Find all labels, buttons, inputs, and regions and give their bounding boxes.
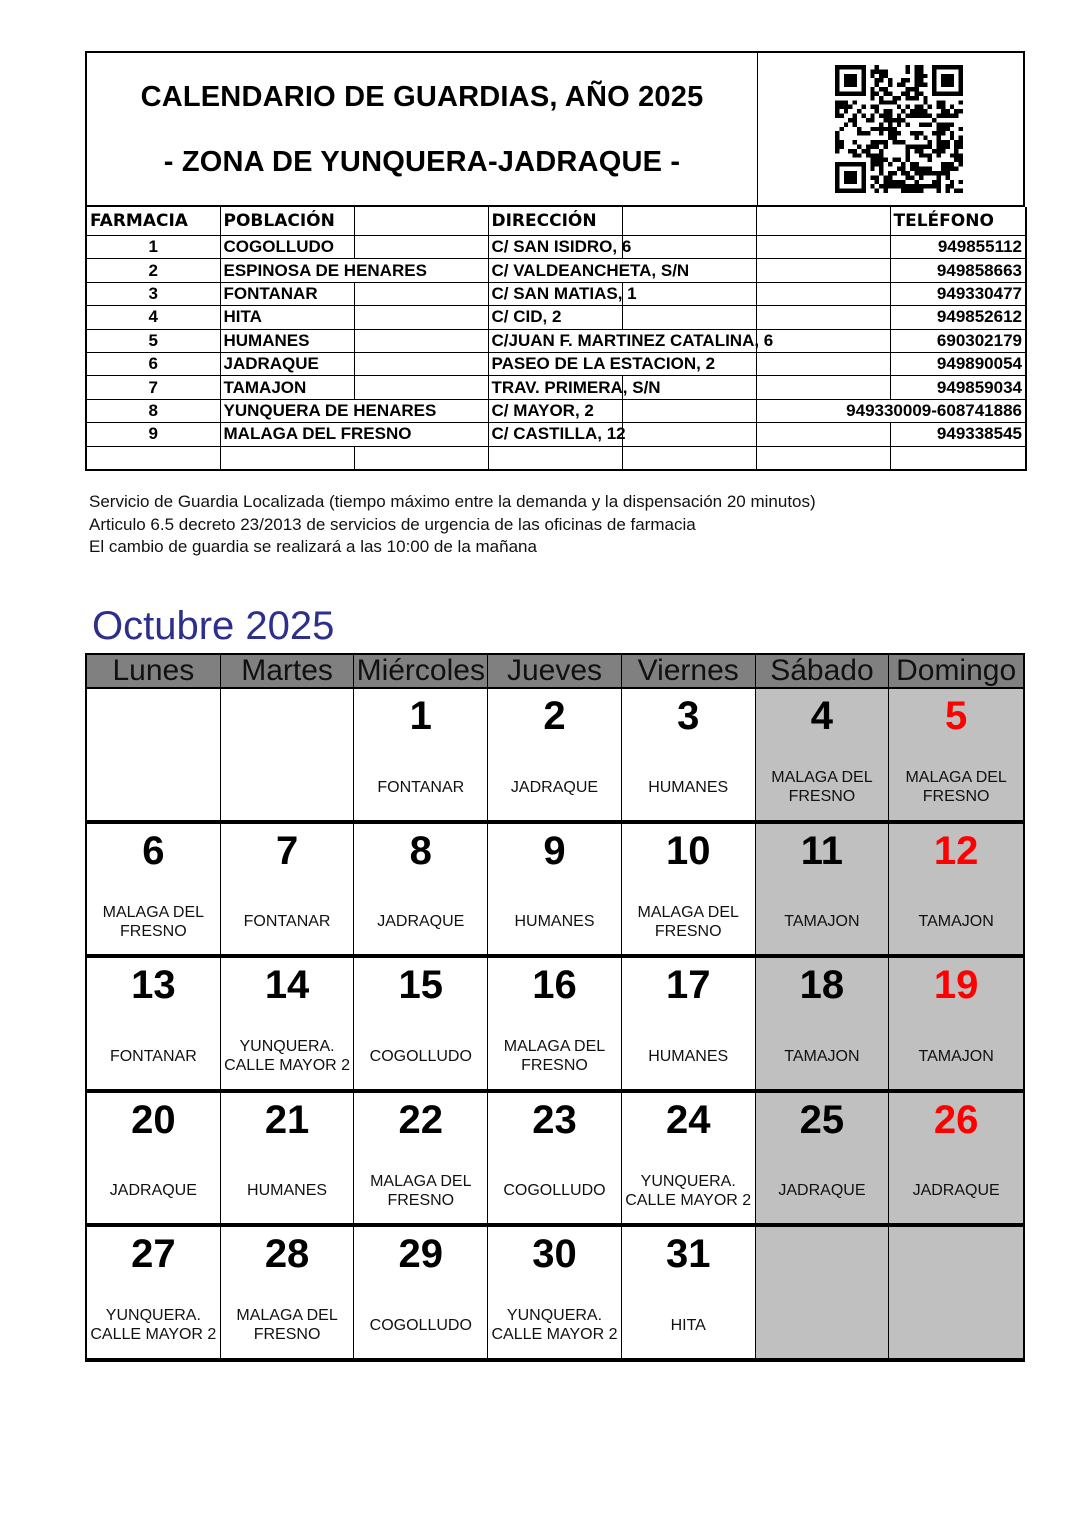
pharmacy-phone: 949855112 bbox=[890, 236, 1026, 259]
day-number: 10 bbox=[665, 828, 711, 873]
pharmacy-address: C/ SAN ISIDRO, 6 bbox=[488, 236, 622, 259]
day-number: 14 bbox=[264, 963, 310, 1008]
weekday-label: Sábado bbox=[756, 655, 890, 687]
day-number: 16 bbox=[532, 963, 577, 1008]
pharmacy-number: 6 bbox=[86, 352, 220, 375]
on-duty-pharmacy: FONTANAR bbox=[109, 1047, 197, 1065]
note-line: Servicio de Guardia Localizada (tiempo máximo entre la demanda y la dispensación 20 minutos) bbox=[89, 492, 816, 511]
calendar-day-cell bbox=[756, 1093, 890, 1228]
note-line: El cambio de guardia se realizará a las 10:00 de la mañana bbox=[89, 537, 537, 556]
calendar-day-cell bbox=[354, 824, 488, 959]
col-header-farmacia: FARMACIA bbox=[86, 207, 220, 236]
day-number: 13 bbox=[131, 963, 176, 1008]
day-number: 9 bbox=[543, 828, 566, 873]
weekday-label: Miércoles bbox=[354, 655, 488, 687]
on-duty-pharmacy: HUMANES bbox=[247, 1182, 328, 1200]
calendar-day-cell bbox=[756, 958, 890, 1093]
pharmacy-town: HUMANES bbox=[220, 329, 354, 352]
weekday-label: Viernes bbox=[622, 655, 756, 687]
day-number: 26 bbox=[933, 1097, 979, 1142]
pharmacy-row bbox=[86, 259, 1026, 282]
on-duty-pharmacy: TAMAJON bbox=[918, 913, 994, 931]
calendar bbox=[85, 653, 1025, 1362]
on-duty-pharmacy: MALAGA DEL FRESNO bbox=[236, 1307, 338, 1344]
day-number: 23 bbox=[532, 1097, 577, 1142]
on-duty-pharmacy: MALAGA DEL FRESNO bbox=[102, 903, 205, 940]
calendar-day-cell bbox=[488, 824, 622, 959]
on-duty-pharmacy: COGOLLUDO bbox=[369, 1316, 472, 1334]
calendar-day-cell bbox=[354, 958, 488, 1093]
pharmacy-town: COGOLLUDO bbox=[220, 236, 354, 259]
on-duty-pharmacy: MALAGA DEL FRESNO bbox=[637, 903, 739, 940]
pharmacy-town: JADRAQUE bbox=[220, 352, 354, 375]
calendar-day-cell bbox=[354, 1093, 488, 1228]
on-duty-pharmacy: MALAGA DEL FRESNO bbox=[771, 769, 873, 805]
calendar-day-cell bbox=[488, 1093, 622, 1228]
calendar-day-cell bbox=[622, 1227, 756, 1362]
calendar-day-cell bbox=[488, 1227, 622, 1362]
col-header-telefono: TELÉFONO bbox=[890, 207, 1026, 236]
pharmacy-town: HITA bbox=[220, 306, 354, 329]
day-number: 22 bbox=[398, 1097, 444, 1142]
pharmacy-row bbox=[86, 399, 1026, 422]
pharmacy-phone: 949858663 bbox=[890, 259, 1026, 282]
calendar-day-cell bbox=[622, 958, 756, 1093]
on-duty-pharmacy bbox=[889, 1305, 1023, 1345]
document-title: CALENDARIO DE GUARDIAS, AÑO 2025 bbox=[140, 81, 704, 113]
day-number: 21 bbox=[264, 1097, 310, 1142]
calendar-day-cell bbox=[87, 958, 221, 1093]
on-duty-pharmacy: YUNQUERA. CALLE MAYOR 2 bbox=[224, 1038, 351, 1075]
pharmacy-town: YUNQUERA DE HENARES bbox=[220, 399, 354, 422]
day-number: 27 bbox=[131, 1232, 176, 1277]
calendar-day-cell bbox=[622, 689, 756, 824]
pharmacy-address: C/ CID, 2 bbox=[488, 306, 622, 329]
on-duty-pharmacy: YUNQUERA. CALLE MAYOR 2 bbox=[491, 1307, 618, 1344]
on-duty-pharmacy: MALAGA DEL FRESNO bbox=[503, 1038, 606, 1075]
calendar-day-cell bbox=[889, 1227, 1023, 1362]
day-number: 1 bbox=[409, 694, 432, 738]
calendar-day-cell bbox=[87, 689, 221, 824]
on-duty-pharmacy: FONTANAR bbox=[243, 913, 331, 931]
pharmacy-number: 4 bbox=[86, 306, 220, 329]
on-duty-pharmacy: HUMANES bbox=[514, 913, 595, 931]
pharmacy-row bbox=[86, 376, 1026, 399]
pharmacy-row bbox=[86, 423, 1026, 446]
pharmacy-number: 9 bbox=[86, 423, 220, 446]
weekday-header bbox=[85, 653, 1025, 689]
pharmacy-address: C/JUAN F. MARTINEZ CATALINA, 6 bbox=[488, 329, 622, 352]
day-number: 24 bbox=[665, 1097, 711, 1142]
pharmacy-address: C/ MAYOR, 2 bbox=[488, 399, 622, 422]
calendar-grid bbox=[85, 689, 1025, 1362]
calendar-day-cell bbox=[889, 1093, 1023, 1228]
day-number: 15 bbox=[398, 963, 444, 1008]
pharmacy-address: TRAV. PRIMERA, S/N bbox=[488, 376, 622, 399]
on-duty-pharmacy bbox=[87, 767, 220, 807]
on-duty-pharmacy: HITA bbox=[670, 1316, 706, 1334]
calendar-day-cell bbox=[221, 824, 355, 959]
calendar-day-cell bbox=[87, 824, 221, 959]
pharmacy-phone: 949859034 bbox=[890, 376, 1026, 399]
pharmacy-number: 7 bbox=[86, 376, 220, 399]
calendar-day-cell bbox=[221, 1093, 355, 1228]
on-duty-pharmacy: FONTANAR bbox=[377, 778, 465, 796]
day-number: 19 bbox=[933, 963, 979, 1008]
on-duty-pharmacy bbox=[756, 1305, 889, 1345]
calendar-day-cell bbox=[622, 824, 756, 959]
calendar-day-cell bbox=[889, 824, 1023, 959]
calendar-day-cell bbox=[889, 689, 1023, 824]
weekday-label: Lunes bbox=[87, 655, 221, 687]
weekday-label: Martes bbox=[221, 655, 355, 687]
on-duty-pharmacy: MALAGA DEL FRESNO bbox=[370, 1172, 472, 1209]
on-duty-pharmacy: JADRAQUE bbox=[778, 1182, 866, 1200]
calendar-day-cell bbox=[221, 1227, 355, 1362]
on-duty-pharmacy: TAMAJON bbox=[784, 913, 860, 931]
header-box bbox=[85, 51, 1025, 207]
day-number: 25 bbox=[799, 1097, 845, 1142]
pharmacy-town: TAMAJON bbox=[220, 376, 354, 399]
pharmacy-address: PASEO DE LA ESTACION, 2 bbox=[488, 352, 622, 375]
month-title: Octubre 2025 bbox=[92, 604, 335, 648]
calendar-day-cell bbox=[354, 689, 488, 824]
pharmacy-phone: 949852612 bbox=[890, 306, 1026, 329]
pharmacy-number: 5 bbox=[86, 329, 220, 352]
pharmacy-town: MALAGA DEL FRESNO bbox=[220, 423, 354, 446]
pharmacy-row bbox=[86, 306, 1026, 329]
day-number: 20 bbox=[131, 1097, 176, 1142]
day-number: 3 bbox=[677, 694, 700, 738]
pharmacy-number: 2 bbox=[86, 259, 220, 282]
day-number: 8 bbox=[409, 828, 432, 873]
on-duty-pharmacy: JADRAQUE bbox=[510, 778, 599, 796]
day-number: 31 bbox=[665, 1232, 711, 1277]
title-area bbox=[87, 53, 758, 205]
on-duty-pharmacy: JADRAQUE bbox=[109, 1182, 197, 1200]
calendar-day-cell bbox=[756, 1227, 890, 1362]
on-duty-pharmacy bbox=[221, 767, 354, 807]
pharmacy-number: 3 bbox=[86, 282, 220, 305]
calendar-day-cell bbox=[756, 689, 890, 824]
weekday-label: Domingo bbox=[896, 655, 1017, 687]
day-number: 5 bbox=[945, 694, 968, 738]
day-number: 29 bbox=[398, 1232, 444, 1277]
on-duty-pharmacy: YUNQUERA. CALLE MAYOR 2 bbox=[625, 1172, 752, 1209]
calendar-day-cell bbox=[488, 958, 622, 1093]
pharmacy-town: ESPINOSA DE HENARES bbox=[220, 259, 354, 282]
pharmacy-row-empty bbox=[86, 446, 1026, 470]
pharmacy-number: 8 bbox=[86, 399, 220, 422]
day-number: 11 bbox=[800, 828, 844, 873]
day-number: 17 bbox=[665, 963, 711, 1008]
on-duty-pharmacy: JADRAQUE bbox=[912, 1182, 1000, 1200]
on-duty-pharmacy: TAMAJON bbox=[918, 1047, 994, 1065]
zone-subtitle: - ZONA DE YUNQUERA-JADRAQUE - bbox=[163, 146, 681, 178]
pharmacy-row bbox=[86, 329, 1026, 352]
pharmacy-phone: 690302179 bbox=[890, 329, 1026, 352]
calendar-day-cell bbox=[87, 1093, 221, 1228]
day-number: 6 bbox=[142, 828, 165, 873]
on-duty-pharmacy: MALAGA DEL FRESNO bbox=[905, 769, 1007, 805]
day-number: 2 bbox=[543, 694, 566, 738]
pharmacy-number: 1 bbox=[86, 236, 220, 259]
pharmacy-address: C/ VALDEANCHETA, S/N bbox=[488, 259, 622, 282]
calendar-day-cell bbox=[756, 824, 890, 959]
pharmacy-address: C/ SAN MATIAS, 1 bbox=[488, 282, 622, 305]
pharmacy-address: C/ CASTILLA, 12 bbox=[488, 423, 622, 446]
day-number: 4 bbox=[810, 694, 834, 738]
qr-code-icon[interactable] bbox=[827, 65, 971, 193]
note-line: Articulo 6.5 decreto 23/2013 de servicios de urgencia de las oficinas de farmacia bbox=[89, 514, 696, 534]
calendar-day-cell bbox=[221, 958, 355, 1093]
calendar-day-cell bbox=[622, 1093, 756, 1228]
calendar-day-cell bbox=[889, 958, 1023, 1093]
pharmacy-row bbox=[86, 352, 1026, 375]
day-number: 12 bbox=[933, 828, 979, 873]
on-duty-pharmacy: TAMAJON bbox=[784, 1047, 860, 1065]
on-duty-pharmacy: COGOLLUDO bbox=[503, 1182, 606, 1200]
on-duty-pharmacy: HUMANES bbox=[648, 1047, 729, 1065]
notes bbox=[89, 491, 816, 559]
day-number: 18 bbox=[799, 963, 845, 1008]
calendar-day-cell bbox=[221, 689, 355, 824]
on-duty-pharmacy: HUMANES bbox=[648, 778, 729, 796]
pharmacy-phone: 949338545 bbox=[890, 423, 1026, 446]
pharmacy-phone: 949330477 bbox=[890, 282, 1026, 305]
col-header-poblacion: POBLACIÓN bbox=[220, 207, 354, 236]
pharmacy-table bbox=[85, 207, 1027, 471]
pharmacy-row bbox=[86, 236, 1026, 259]
on-duty-pharmacy: COGOLLUDO bbox=[369, 1047, 472, 1065]
pharmacy-table-body bbox=[86, 236, 1026, 470]
pharmacy-phone: 949890054 bbox=[890, 352, 1026, 375]
day-number: 7 bbox=[275, 828, 299, 873]
day-number: 28 bbox=[264, 1232, 310, 1277]
calendar-day-cell bbox=[87, 1227, 221, 1362]
pharmacy-phone: 949330009-608741886 bbox=[756, 399, 1026, 422]
pharmacy-row bbox=[86, 282, 1026, 305]
col-header-direccion: DIRECCIÓN bbox=[488, 207, 622, 236]
pharmacy-town: FONTANAR bbox=[220, 282, 354, 305]
day-number: 30 bbox=[532, 1232, 577, 1277]
calendar-day-cell bbox=[488, 689, 622, 824]
on-duty-pharmacy: JADRAQUE bbox=[377, 913, 465, 931]
pharmacy-table-header bbox=[86, 207, 1026, 236]
weekday-label: Jueves bbox=[488, 655, 622, 687]
calendar-day-cell bbox=[354, 1227, 488, 1362]
on-duty-pharmacy: YUNQUERA. CALLE MAYOR 2 bbox=[90, 1307, 217, 1344]
